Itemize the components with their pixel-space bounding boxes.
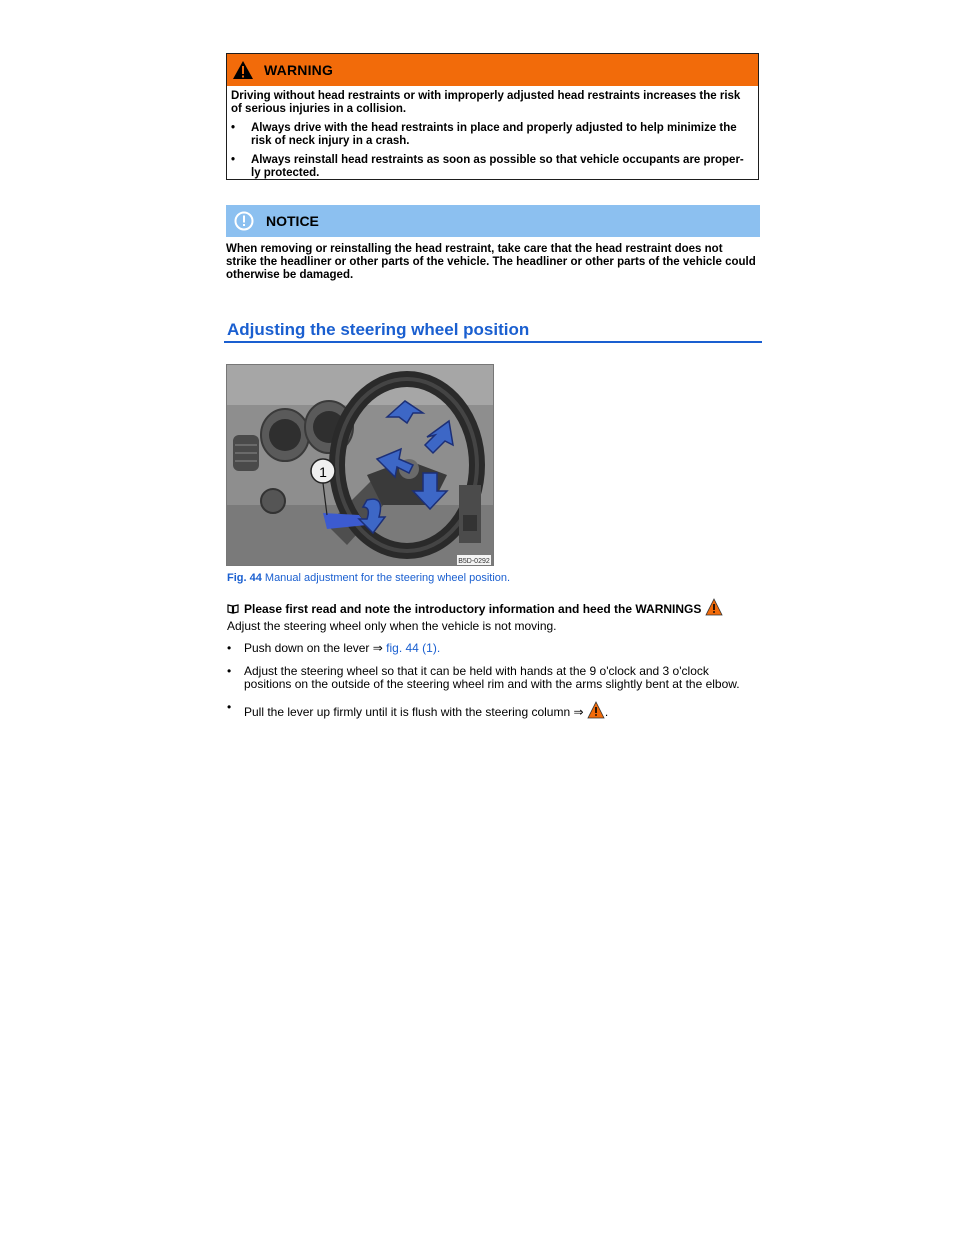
- warning-box: [226, 53, 759, 180]
- warning-body: [227, 86, 758, 180]
- figure-callout-label: 1: [319, 464, 327, 480]
- notice-header: [226, 205, 760, 237]
- warning-bullet: [231, 154, 753, 180]
- book-icon: [227, 604, 239, 614]
- warning-triangle-icon: [705, 598, 723, 616]
- instruction-list: [227, 642, 757, 728]
- list-item: [227, 642, 757, 656]
- intro-text: Please first read and note the introductory information and heed the WARNINGS: [244, 602, 702, 616]
- figure-code: B5D-0292: [458, 558, 490, 565]
- warning-header: [227, 54, 758, 86]
- warning-intro: Driving without head restraints or with improperly adjusted head restraints increases the risk of serious injuries in a collision.: [231, 90, 741, 115]
- body-paragraph: Adjust the steering wheel only when the vehicle is not moving.: [227, 619, 557, 633]
- figure-reference-link[interactable]: fig. 44 (1).: [386, 641, 441, 655]
- list-item-text: [244, 642, 757, 656]
- section-title: Adjusting the steering wheel position: [227, 320, 530, 339]
- bullet-1-text: Push down on the lever ⇒: [244, 641, 383, 655]
- list-item: [227, 665, 757, 692]
- warning-triangle-icon: [232, 60, 254, 80]
- bullet-2-text: Adjust the steering wheel so that it can be held with hands at the 9 o'clock and 3 o'clock positions on the outside of the steering wheel rim and with the arms slightly bent at the elbow.: [244, 663, 740, 691]
- figure-caption-text: Manual adjustment for the steering wheel position.: [264, 572, 511, 584]
- warning-bullet-text: Always drive with the head restraints in place and properly adjusted to help minimize the risk of neck injury in a crash.: [251, 122, 737, 147]
- figure-caption: [227, 572, 510, 584]
- steering-wheel-figure: [226, 364, 494, 566]
- list-item-text: [244, 701, 757, 720]
- bullet-marker: •: [227, 641, 232, 655]
- notice-text: When removing or reinstalling the head restraint, take care that the head restraint does not strike the headliner or other parts of the vehicle. The headliner or other parts of the vehicle could otherwise be damaged.: [226, 243, 756, 281]
- bullet-marker: •: [227, 699, 232, 714]
- section-divider: [224, 341, 762, 343]
- bullet-3-text: Pull the lever up firmly until it is flush with the steering column ⇒: [244, 704, 584, 719]
- warning-bullet: [231, 122, 753, 148]
- warning-bullet-text: Always reinstall head restraints as soon as possible so that vehicle occupants are proper-ly protected.: [251, 154, 744, 179]
- warning-title: WARNING: [264, 62, 334, 78]
- warning-triangle-icon[interactable]: [587, 701, 605, 719]
- figure-number: Fig. 44: [227, 572, 262, 584]
- bullet-marker: •: [231, 154, 236, 166]
- exclamation-circle-icon: [234, 211, 254, 231]
- bullet-marker: •: [231, 122, 236, 134]
- list-item: [227, 701, 757, 720]
- bullet-3-end: .: [604, 704, 609, 719]
- bullet-marker: •: [227, 663, 232, 678]
- steering-wheel-illustration: [227, 365, 494, 566]
- intro-line: [227, 598, 723, 616]
- notice-title: NOTICE: [266, 213, 319, 229]
